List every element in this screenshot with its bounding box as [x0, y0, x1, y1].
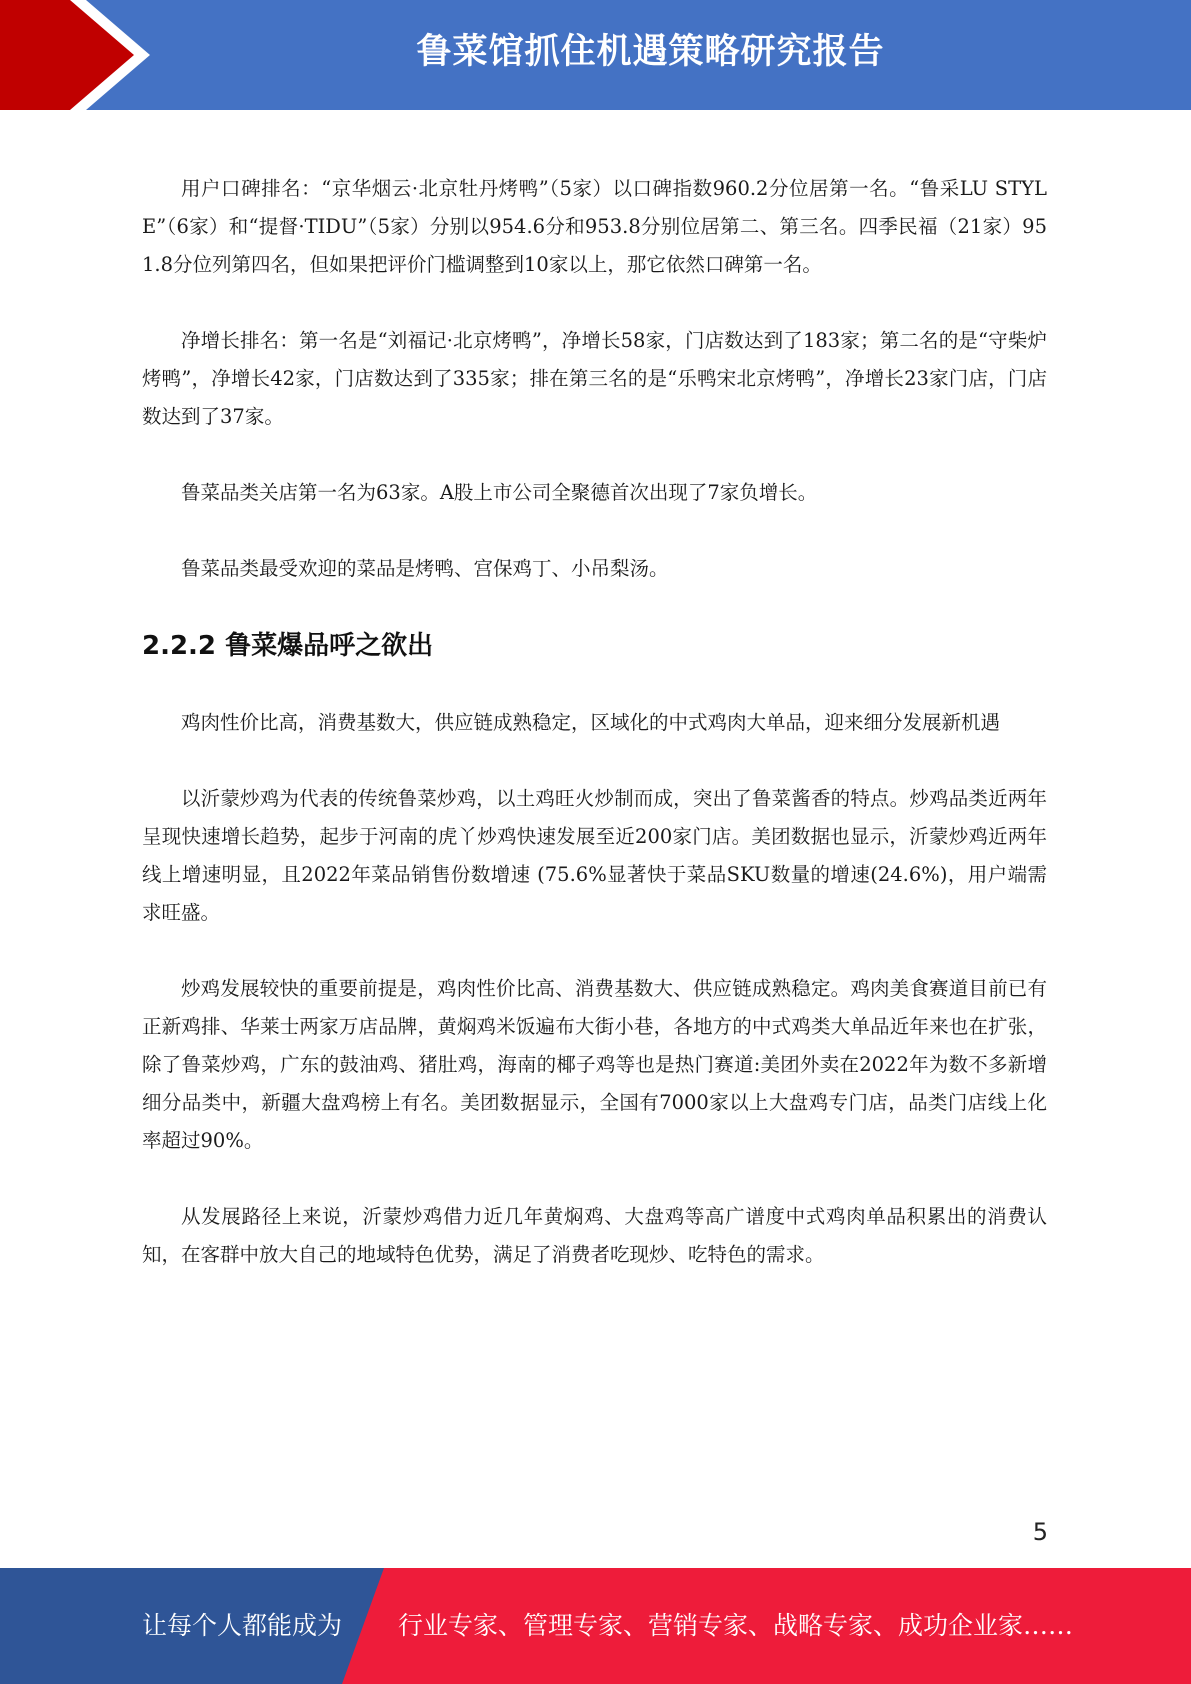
paragraph-development-path: 从发展路径上来说，沂蒙炒鸡借力近几年黄焖鸡、大盘鸡等高广谱度中式鸡肉单品积累出的消费认知，在客群中放大自己的地域特色优势，满足了消费者吃现炒、吃特色的需求。: [142, 1205, 1047, 1266]
section-heading: 2.2.2 鲁菜爆品呼之欲出: [142, 631, 434, 661]
page-number: 5: [1032, 1518, 1048, 1546]
paragraph-chicken-growth-premise: 炒鸡发展较快的重要前提是，鸡肉性价比高、消费基数大、供应链成熟稳定。鸡肉美食赛道目前已有正新鸡排、华莱士两家万店品牌，黄焖鸡米饭遍布大街小巷，各地方的中式鸡类大单品近年来也在扩张，除了鲁菜炒鸡，广东的鼓油鸡、猪肚鸡，海南的椰子鸡等也是热门赛道:美团外卖在2022年为数不多新增细分品类中，新疆大盘鸡榜上有名。美团数据显示，全国有7000家以上大盘鸡专门店，品类门店线上化率超过90%。: [142, 977, 1047, 1152]
page-header: [0, 0, 1191, 110]
footer-slogan-left: 让每个人都能成为: [142, 1611, 343, 1640]
paragraph-net-growth-ranking: 净增长排名：第一名是“刘福记·北京烤鸭”，净增长58家，门店数达到了183家；第二名的是“守柴炉烤鸭”，净增长42家，门店数达到了335家；排在第三名的是“乐鸭宋北京烤鸭”，净增长23家门店，门店数达到了37家。: [142, 329, 1047, 428]
header-chevron-arrow: [0, 0, 140, 110]
report-title: 鲁菜馆抓住机遇策略研究报告: [416, 32, 885, 72]
paragraph-chicken-opportunity: 鸡肉性价比高，消费基数大，供应链成熟稳定，区域化的中式鸡肉大单品，迎来细分发展新机遇: [181, 711, 1001, 734]
paragraph-store-closures: 鲁菜品类关店第一名为63家。A股上市公司全聚德首次出现了7家负增长。: [181, 481, 818, 504]
page-footer: [0, 1568, 1191, 1684]
paragraph-yimeng-chicken: 以沂蒙炒鸡为代表的传统鲁菜炒鸡，以土鸡旺火炒制而成，突出了鲁菜酱香的特点。炒鸡品类近两年呈现快速增长趋势，起步于河南的虎丫炒鸡快速发展至近200家门店。美团数据也显示，沂蒙炒鸡近两年线上增速明显，且2022年菜品销售份数增速 (75.6%显著快于菜品SKU数量的增速(24.6%)，用户端需求旺盛。: [142, 787, 1047, 924]
footer-slogan-right: 行业专家、管理专家、营销专家、战略专家、成功企业家……: [398, 1611, 1074, 1640]
paragraph-reputation-ranking: 用户口碑排名：“京华烟云·北京牡丹烤鸭”（5家）以口碑指数960.2分位居第一名。“鲁采LU STYLE”（6家）和“提督·TIDU”（5家）分别以954.6分和953.8分别位居第二、第三名。四季民福（21家）951.8分位列第四名，但如果把评价门槛调整到10家以上，那它依然口碑第一名。: [142, 177, 1047, 276]
paragraph-popular-dishes: 鲁菜品类最受欢迎的菜品是烤鸭、宫保鸡丁、小吊梨汤。: [181, 557, 669, 580]
document-body: [142, 170, 1047, 1312]
